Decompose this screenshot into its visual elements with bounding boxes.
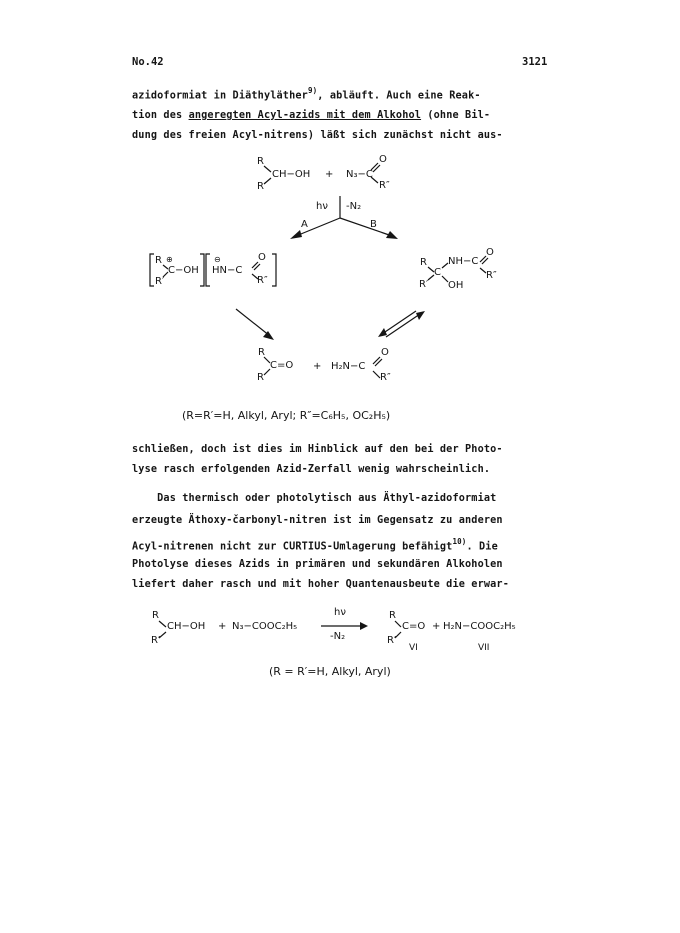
ion-pair-anion: HN−C [212,265,243,276]
product-urethane: H₂N−COOC₂H₅ [443,621,516,632]
substituent-r-prime: R′ [151,635,161,646]
product-carbonyl: C=O [402,621,426,632]
nitrogen-loss-label: -N₂ [330,631,346,642]
paragraph-1-line-3: dung des freien Acyl-nitrens) läßt sich zunächst nicht aus- [132,130,503,141]
anion-charge: ⊖ [214,255,221,264]
substituent-r-dprime: R″ [486,270,497,281]
underlined-text: angeregten Acyl-azids mit dem Alkohol [188,110,422,121]
bracket-right-2 [272,254,276,286]
substituent-r-prime: R′ [419,279,429,290]
bracket-right-1 [200,254,204,286]
plus-sign: + [432,621,441,632]
substituent-definition-2: (R = R′=H, Alkyl, Aryl) [269,665,391,678]
text-span: Acyl-nitrenen nicht zur CURTIUS-Umlagerung befähigt [132,541,453,553]
adduct-oh: OH [448,280,464,291]
substituent-r-dprime: R″ [379,180,390,191]
compound-label-vi: VI [409,643,418,653]
substituent-r-prime: R′ [387,635,397,646]
text-span: azidoformiat in Diäthyläther [132,90,308,102]
path-a-label: A [301,219,308,230]
compound-label-vii: VII [478,643,490,653]
bond-line [264,166,271,172]
ion-pair-cation: C−OH [168,265,199,276]
substituent-r-dprime: R″ [380,372,391,383]
text-span: (ohne Bil- [421,110,491,121]
bond-line [373,371,380,378]
text-span: , abläuft. Auch eine Reak- [317,90,481,102]
path-b-label: B [370,219,377,230]
substituent-r: R [389,610,396,621]
paragraph-3-line-4: Photolyse dieses Azids in primären und sekundären Alkoholen [132,559,503,570]
paragraph-3-line-1: Das thermisch oder photolytisch aus Äthyl-azidoformiat [132,493,497,504]
plus-sign: + [313,361,322,372]
paragraph-2-line-2: lyse rasch erfolgenden Azid-Zerfall wenig wahrscheinlich. [132,464,491,475]
substituent-definition-1: (R=R′=H, Alkyl, Aryl; R″=C₆H₅, OC₂H₅) [182,409,391,422]
plus-sign: + [325,169,334,180]
bracket-left-2 [206,254,210,286]
arrow-b-line [340,218,392,236]
nitrogen-loss-label: -N₂ [346,201,362,212]
adduct-carbon: C [434,267,441,278]
paragraph-3-line-2: erzeugte Äthoxy-čarbonyl-nitren ist im Gegensatz zu anderen [132,515,503,526]
paragraph-2-line-1: schließen, doch ist dies im Hinblick auf den bei der Photo- [132,444,503,455]
arrowhead-equilibrium-2 [416,311,425,320]
substituent-r-prime: R′ [155,276,165,287]
substituent-r: R [420,257,427,268]
oxygen: O [381,347,389,358]
substituent-r-prime: R′ [257,181,267,192]
arrowhead-equilibrium-1 [378,328,387,337]
equilibrium-arrow-line-2 [386,314,420,337]
reactant-alcohol: CH−OH [167,621,206,632]
bond-line [373,357,380,364]
reactant-azide: N₃−C [346,169,373,180]
paragraph-3-line-5: liefert daher rasch und mit hoher Quantenausbeute die erwar- [132,579,510,590]
paragraph-3-line-3 [132,533,542,557]
bracket-left-1 [150,254,154,286]
oxygen: O [258,252,266,263]
bond-line [395,621,401,627]
substituent-r: R [258,347,265,358]
cation-charge: ⊕ [166,255,173,264]
bond-line [375,359,382,366]
product-carbonyl: C=O [270,360,294,371]
text-span: . Die [466,541,498,553]
plus-sign: + [218,621,227,632]
footnote-ref-10: 10) [452,537,467,546]
substituent-r: R [155,255,162,266]
page-number: 3121 [522,56,548,68]
reactant-ethyl-azidoformate: N₃−COOC₂H₅ [232,621,298,632]
irradiation-label: hν [334,607,346,618]
oxygen: O [486,247,494,258]
substituent-r-dprime: R″ [257,275,268,286]
substituent-r: R [257,156,264,167]
arrowhead-a [290,230,302,239]
reactant-alcohol: CH−OH [272,169,311,180]
irradiation-label: hν [316,201,328,212]
arrowhead-b [386,231,398,239]
page-label: No.42 [132,56,164,68]
product-amide: H₂N−C [331,361,366,372]
footnote-ref-9: 9) [307,86,318,95]
arrowhead-scheme-2 [360,622,368,630]
substituent-r: R [152,610,159,621]
bond-line [373,165,380,172]
text-span: tion des [132,110,189,121]
arrow-to-products-line [236,309,270,336]
oxygen: O [379,154,387,165]
equilibrium-arrow-line-1 [382,311,416,334]
substituent-r-prime: R′ [257,372,267,383]
adduct-nh: NH−C [448,256,479,267]
bond-line [159,621,166,627]
